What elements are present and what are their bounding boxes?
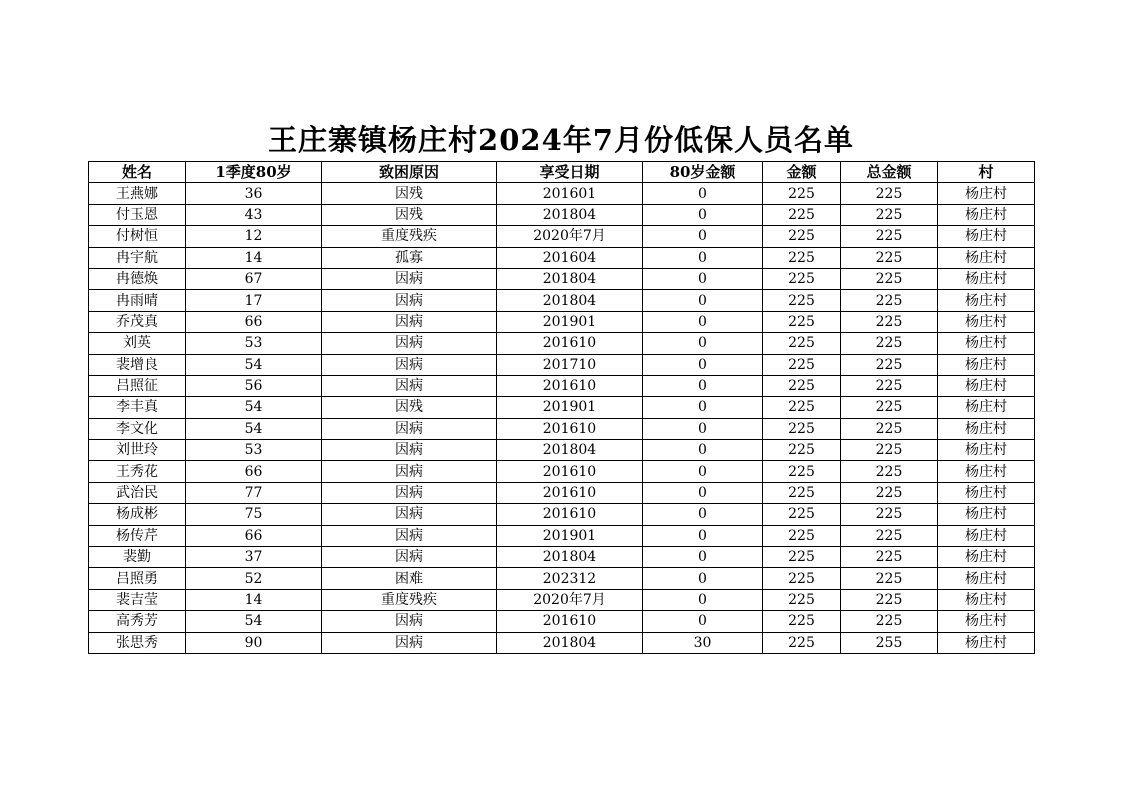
village-cell: 杨庄村: [938, 183, 1035, 204]
table-header-row: [89, 162, 1035, 183]
date-cell: 201901: [497, 311, 643, 332]
subsidy-roster-table: [88, 161, 1035, 654]
total-cell: 225: [841, 268, 938, 289]
amount-cell: 225: [763, 268, 841, 289]
name-cell: 吕照征: [89, 375, 186, 396]
reason-cell: 因病: [322, 611, 497, 632]
reason-cell: 因病: [322, 354, 497, 375]
reason-cell: 因病: [322, 504, 497, 525]
amount-80-cell: 30: [643, 632, 763, 653]
total-cell: 225: [841, 461, 938, 482]
table-row: [89, 268, 1035, 289]
name-cell: 裴增良: [89, 354, 186, 375]
amount-cell: 225: [763, 482, 841, 503]
amount-80-cell: 0: [643, 333, 763, 354]
table-row: [89, 354, 1035, 375]
date-cell: 201601: [497, 183, 643, 204]
name-cell: 高秀芳: [89, 611, 186, 632]
date-cell: 201804: [497, 268, 643, 289]
age-cell: 75: [186, 504, 322, 525]
age-cell: 66: [186, 461, 322, 482]
table-row: [89, 440, 1035, 461]
table-row: [89, 504, 1035, 525]
amount-cell: 225: [763, 418, 841, 439]
table-row: [89, 632, 1035, 653]
amount-80-cell: 0: [643, 482, 763, 503]
age-cell: 52: [186, 568, 322, 589]
amount-cell: 225: [763, 226, 841, 247]
date-cell: 201610: [497, 461, 643, 482]
village-cell: 杨庄村: [938, 290, 1035, 311]
amount-80-cell: 0: [643, 397, 763, 418]
table-row: [89, 397, 1035, 418]
date-cell: 201610: [497, 504, 643, 525]
reason-cell: 重度残疾: [322, 226, 497, 247]
date-cell: 201804: [497, 290, 643, 311]
date-cell: 201604: [497, 247, 643, 268]
total-cell: 225: [841, 418, 938, 439]
age-cell: 54: [186, 354, 322, 375]
table-row: [89, 611, 1035, 632]
table-row: [89, 247, 1035, 268]
date-cell: 201710: [497, 354, 643, 375]
column-header-amount: 金额: [763, 162, 841, 183]
reason-cell: 困难: [322, 568, 497, 589]
name-cell: 刘英: [89, 333, 186, 354]
total-cell: 225: [841, 504, 938, 525]
amount-cell: 225: [763, 440, 841, 461]
amount-80-cell: 0: [643, 354, 763, 375]
amount-cell: 225: [763, 525, 841, 546]
amount-80-cell: 0: [643, 204, 763, 225]
amount-80-cell: 0: [643, 247, 763, 268]
village-cell: 杨庄村: [938, 568, 1035, 589]
reason-cell: 因病: [322, 525, 497, 546]
column-header-80-amount: 80岁金额: [643, 162, 763, 183]
village-cell: 杨庄村: [938, 589, 1035, 610]
amount-80-cell: 0: [643, 418, 763, 439]
village-cell: 杨庄村: [938, 525, 1035, 546]
total-cell: 225: [841, 568, 938, 589]
date-cell: 202312: [497, 568, 643, 589]
age-cell: 12: [186, 226, 322, 247]
name-cell: 冉德焕: [89, 268, 186, 289]
amount-cell: 225: [763, 183, 841, 204]
village-cell: 杨庄村: [938, 482, 1035, 503]
age-cell: 53: [186, 333, 322, 354]
reason-cell: 因残: [322, 204, 497, 225]
table-row: [89, 482, 1035, 503]
name-cell: 付树恒: [89, 226, 186, 247]
column-header-q1-80: 1季度80岁: [186, 162, 322, 183]
reason-cell: 因病: [322, 461, 497, 482]
amount-cell: 225: [763, 333, 841, 354]
village-cell: 杨庄村: [938, 268, 1035, 289]
name-cell: 乔茂真: [89, 311, 186, 332]
reason-cell: 因病: [322, 268, 497, 289]
reason-cell: 因残: [322, 397, 497, 418]
table-row: [89, 333, 1035, 354]
amount-80-cell: 0: [643, 611, 763, 632]
village-cell: 杨庄村: [938, 611, 1035, 632]
age-cell: 66: [186, 311, 322, 332]
name-cell: 李丰真: [89, 397, 186, 418]
amount-80-cell: 0: [643, 525, 763, 546]
column-header-name: 姓名: [89, 162, 186, 183]
date-cell: 201901: [497, 397, 643, 418]
date-cell: 2020年7月: [497, 226, 643, 247]
amount-80-cell: 0: [643, 504, 763, 525]
table-row: [89, 204, 1035, 225]
amount-80-cell: 0: [643, 568, 763, 589]
column-header-start-date: 享受日期: [497, 162, 643, 183]
amount-80-cell: 0: [643, 589, 763, 610]
amount-cell: 225: [763, 397, 841, 418]
name-cell: 杨成彬: [89, 504, 186, 525]
total-cell: 225: [841, 397, 938, 418]
age-cell: 17: [186, 290, 322, 311]
age-cell: 37: [186, 547, 322, 568]
date-cell: 2020年7月: [497, 589, 643, 610]
total-cell: 225: [841, 611, 938, 632]
date-cell: 201804: [497, 632, 643, 653]
amount-cell: 225: [763, 504, 841, 525]
total-cell: 225: [841, 354, 938, 375]
reason-cell: 因病: [322, 333, 497, 354]
total-cell: 225: [841, 440, 938, 461]
column-header-village: 村: [938, 162, 1035, 183]
reason-cell: 因病: [322, 632, 497, 653]
amount-cell: 225: [763, 290, 841, 311]
total-cell: 225: [841, 589, 938, 610]
age-cell: 14: [186, 247, 322, 268]
table-row: [89, 547, 1035, 568]
name-cell: 吕照勇: [89, 568, 186, 589]
total-cell: 225: [841, 525, 938, 546]
reason-cell: 因病: [322, 418, 497, 439]
table-row: [89, 461, 1035, 482]
amount-cell: 225: [763, 611, 841, 632]
age-cell: 66: [186, 525, 322, 546]
total-cell: 225: [841, 183, 938, 204]
reason-cell: 因残: [322, 183, 497, 204]
date-cell: 201804: [497, 204, 643, 225]
amount-80-cell: 0: [643, 461, 763, 482]
table-row: [89, 183, 1035, 204]
reason-cell: 因病: [322, 440, 497, 461]
amount-cell: 225: [763, 311, 841, 332]
name-cell: 付玉恩: [89, 204, 186, 225]
table-row: [89, 226, 1035, 247]
table-row: [89, 568, 1035, 589]
name-cell: 裴吉莹: [89, 589, 186, 610]
reason-cell: 因病: [322, 547, 497, 568]
village-cell: 杨庄村: [938, 440, 1035, 461]
total-cell: 225: [841, 290, 938, 311]
amount-cell: 225: [763, 632, 841, 653]
reason-cell: 孤寡: [322, 247, 497, 268]
total-cell: 225: [841, 547, 938, 568]
amount-80-cell: 0: [643, 547, 763, 568]
age-cell: 53: [186, 440, 322, 461]
name-cell: 刘世玲: [89, 440, 186, 461]
age-cell: 67: [186, 268, 322, 289]
name-cell: 裴勤: [89, 547, 186, 568]
table-row: [89, 375, 1035, 396]
age-cell: 54: [186, 397, 322, 418]
total-cell: 225: [841, 375, 938, 396]
village-cell: 杨庄村: [938, 418, 1035, 439]
village-cell: 杨庄村: [938, 461, 1035, 482]
reason-cell: 因病: [322, 375, 497, 396]
date-cell: 201610: [497, 611, 643, 632]
age-cell: 77: [186, 482, 322, 503]
amount-80-cell: 0: [643, 440, 763, 461]
amount-cell: 225: [763, 375, 841, 396]
name-cell: 王燕娜: [89, 183, 186, 204]
name-cell: 冉宇航: [89, 247, 186, 268]
total-cell: 225: [841, 482, 938, 503]
reason-cell: 重度残疾: [322, 589, 497, 610]
village-cell: 杨庄村: [938, 333, 1035, 354]
date-cell: 201804: [497, 547, 643, 568]
village-cell: 杨庄村: [938, 504, 1035, 525]
amount-cell: 225: [763, 204, 841, 225]
name-cell: 王秀花: [89, 461, 186, 482]
amount-cell: 225: [763, 247, 841, 268]
table-row: [89, 290, 1035, 311]
table-body: [89, 183, 1035, 654]
total-cell: 225: [841, 226, 938, 247]
village-cell: 杨庄村: [938, 375, 1035, 396]
village-cell: 杨庄村: [938, 247, 1035, 268]
village-cell: 杨庄村: [938, 397, 1035, 418]
amount-80-cell: 0: [643, 311, 763, 332]
column-header-total: 总金额: [841, 162, 938, 183]
name-cell: 李文化: [89, 418, 186, 439]
village-cell: 杨庄村: [938, 311, 1035, 332]
amount-80-cell: 0: [643, 268, 763, 289]
date-cell: 201610: [497, 375, 643, 396]
village-cell: 杨庄村: [938, 226, 1035, 247]
date-cell: 201610: [497, 482, 643, 503]
name-cell: 杨传芹: [89, 525, 186, 546]
date-cell: 201610: [497, 333, 643, 354]
total-cell: 225: [841, 311, 938, 332]
table-row: [89, 525, 1035, 546]
age-cell: 43: [186, 204, 322, 225]
name-cell: 武治民: [89, 482, 186, 503]
amount-cell: 225: [763, 461, 841, 482]
village-cell: 杨庄村: [938, 354, 1035, 375]
date-cell: 201901: [497, 525, 643, 546]
column-header-reason: 致困原因: [322, 162, 497, 183]
amount-80-cell: 0: [643, 226, 763, 247]
age-cell: 54: [186, 611, 322, 632]
date-cell: 201804: [497, 440, 643, 461]
amount-80-cell: 0: [643, 290, 763, 311]
name-cell: 冉雨晴: [89, 290, 186, 311]
age-cell: 56: [186, 375, 322, 396]
table-row: [89, 589, 1035, 610]
amount-80-cell: 0: [643, 375, 763, 396]
age-cell: 36: [186, 183, 322, 204]
amount-80-cell: 0: [643, 183, 763, 204]
village-cell: 杨庄村: [938, 547, 1035, 568]
date-cell: 201610: [497, 418, 643, 439]
age-cell: 14: [186, 589, 322, 610]
total-cell: 225: [841, 333, 938, 354]
amount-cell: 225: [763, 547, 841, 568]
amount-cell: 225: [763, 354, 841, 375]
total-cell: 225: [841, 247, 938, 268]
total-cell: 225: [841, 204, 938, 225]
village-cell: 杨庄村: [938, 632, 1035, 653]
document-title: 王庄寨镇杨庄村2024年7月份低保人员名单: [268, 123, 854, 157]
age-cell: 90: [186, 632, 322, 653]
reason-cell: 因病: [322, 482, 497, 503]
name-cell: 张思秀: [89, 632, 186, 653]
table-row: [89, 418, 1035, 439]
reason-cell: 因病: [322, 290, 497, 311]
amount-cell: 225: [763, 589, 841, 610]
age-cell: 54: [186, 418, 322, 439]
village-cell: 杨庄村: [938, 204, 1035, 225]
reason-cell: 因病: [322, 311, 497, 332]
table-row: [89, 311, 1035, 332]
total-cell: 255: [841, 632, 938, 653]
amount-cell: 225: [763, 568, 841, 589]
